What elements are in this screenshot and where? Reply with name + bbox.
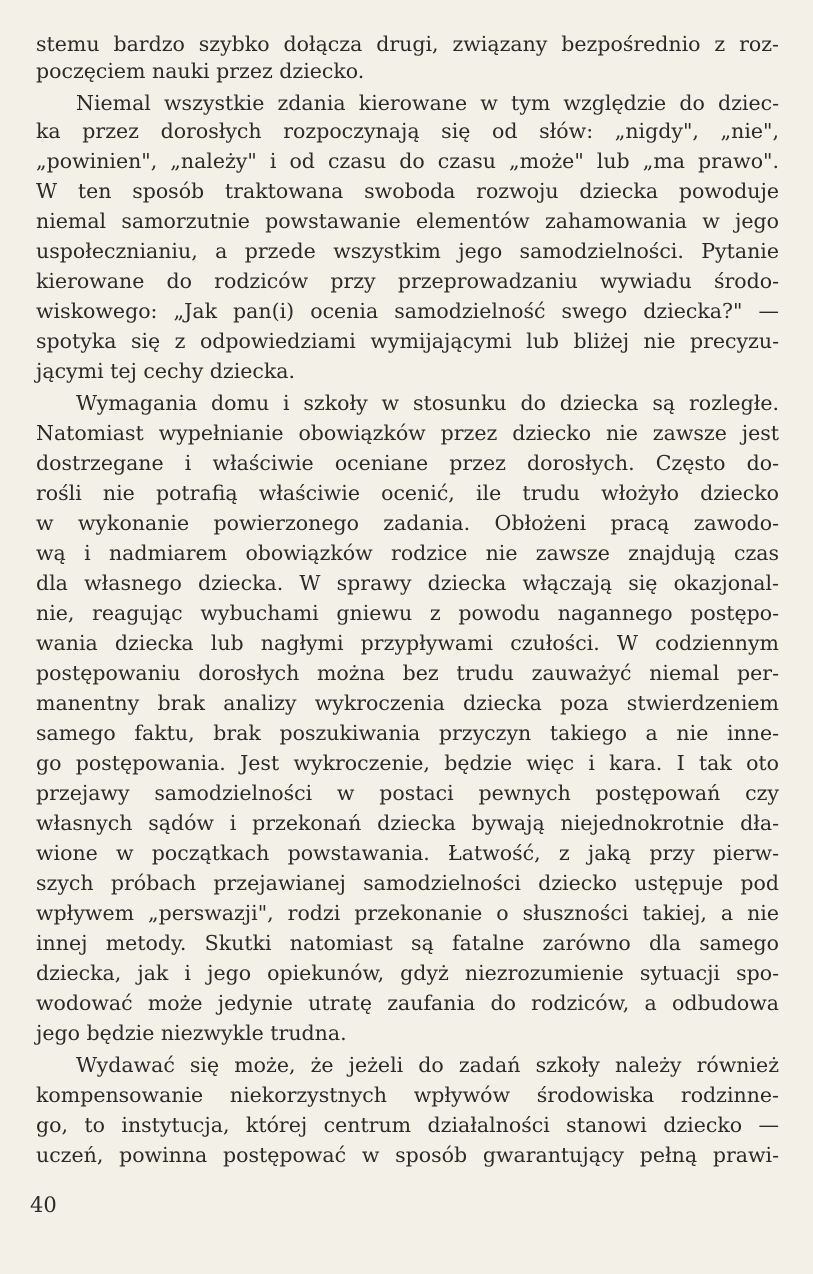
text-line: dla własnego dziecka. W sprawy dziecka włączają się okazjonal- <box>36 571 779 595</box>
text-line: jącymi tej cechy dziecka. <box>36 359 296 383</box>
text-line: go postępowania. Jest wykroczenie, będzie więc i kara. I tak oto <box>36 751 779 775</box>
text-line: dostrzegane i właściwie oceniane przez dorosłych. Często do- <box>36 451 779 475</box>
text-line: „powinien", „należy" i od czasu do czasu „może" lub „ma prawo". <box>36 149 779 173</box>
text-line: stemu bardzo szybko dołącza drugi, związany bezpośrednio z roz- <box>36 32 779 56</box>
text-line: własnych sądów i przekonań dziecka bywają niejednokrotnie dła- <box>36 811 779 835</box>
text-line: kierowane do rodziców przy przeprowadzaniu wywiadu środo- <box>36 269 779 293</box>
text-line: innej metody. Skutki natomiast są fatalne zarówno dla samego <box>36 931 779 955</box>
text-line: go, to instytucja, której centrum działalności stanowi dziecko — <box>36 1113 779 1137</box>
text-line: ka przez dorosłych rozpoczynają się od słów: „nigdy", „nie", <box>36 119 779 143</box>
text-line: wania dziecka lub nagłymi przypływami czułości. W codziennym <box>36 631 779 655</box>
text-line: wą i nadmiarem obowiązków rodzice nie zawsze znajdują czas <box>36 541 779 565</box>
text-line: rośli nie potrafią właściwie ocenić, ile trudu włożyło dziecko <box>36 481 779 505</box>
text-line: przejawy samodzielności w postaci pewnych postępowań czy <box>36 781 779 805</box>
text-line: w wykonanie powierzonego zadania. Obłożeni pracą zawodo- <box>36 511 779 535</box>
text-line: postępowaniu dorosłych można bez trudu zauważyć niemal per- <box>36 661 779 685</box>
text-line: nie, reagując wybuchami gniewu z powodu nagannego postępo- <box>36 601 779 625</box>
text-line: samego faktu, brak poszukiwania przyczyn takiego a nie inne- <box>36 721 779 745</box>
text-line: W ten sposób traktowana swoboda rozwoju dziecka powoduje <box>36 179 779 203</box>
text-line: wiskowego: „Jak pan(i) ocenia samodzielność swego dziecka?" — <box>36 299 779 323</box>
text-line: niemal samorzutnie powstawanie elementów zahamowania w jego <box>36 209 779 233</box>
text-line: Wymagania domu i szkoły w stosunku do dziecka są rozległe. <box>76 391 779 415</box>
text-line: manentny brak analizy wykroczenia dziecka poza stwierdzeniem <box>36 691 779 715</box>
text-line: wpływem „perswazji", rodzi przekonanie o słuszności takiej, a nie <box>36 901 779 925</box>
text-line: Wydawać się może, że jeżeli do zadań szkoły należy również <box>76 1053 779 1077</box>
text-line: jego będzie niezwykle trudna. <box>36 1021 347 1045</box>
text-line: poczęciem nauki przez dziecko. <box>36 59 365 83</box>
text-line: Natomiast wypełnianie obowiązków przez dziecko nie zawsze jest <box>36 421 779 445</box>
text-line: wodować może jedynie utratę zaufania do rodziców, a odbudowa <box>36 991 779 1015</box>
text-line: uspołecznianiu, a przede wszystkim jego samodzielności. Pytanie <box>36 239 779 263</box>
text-line: Niemal wszystkie zdania kierowane w tym względzie do dziec- <box>76 91 779 115</box>
text-line: spotyka się z odpowiedziami wymijającymi lub bliżej nie precyzu- <box>36 329 779 353</box>
text-line: uczeń, powinna postępować w sposób gwarantujący pełną prawi- <box>36 1143 779 1167</box>
text-line: dziecka, jak i jego opiekunów, gdyż niezrozumienie sytuacji spo- <box>36 961 779 985</box>
text-line: szych próbach przejawianej samodzielności dziecko ustępuje pod <box>36 871 779 895</box>
text-line: wione w początkach powstawania. Łatwość, z jaką przy pierw- <box>36 841 779 865</box>
text-line: kompensowanie niekorzystnych wpływów środowiska rodzinne- <box>36 1083 779 1107</box>
page-number: 40 <box>30 1193 57 1217</box>
